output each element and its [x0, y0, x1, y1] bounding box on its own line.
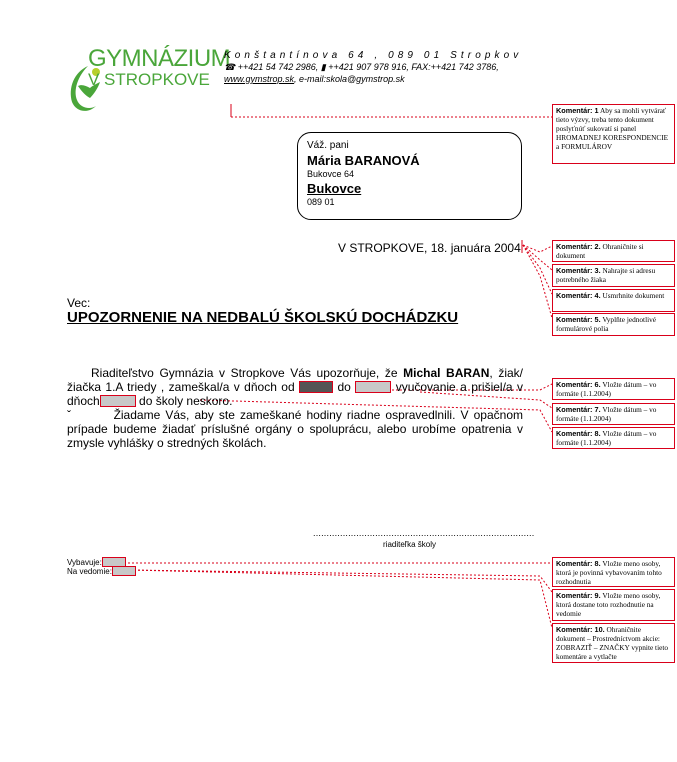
subject-label: Vec: — [67, 296, 91, 310]
comment-box[interactable]: Komentár: 1 Aby sa mohli vytvárať tieto výzvy, treba tento dokument poslyťnúť sukovatí si panel HROMADNEJ KORESPONDENCIE a FORMULÁROV — [552, 104, 675, 164]
recipient-address-box — [297, 132, 522, 220]
comment-box[interactable]: Komentár: 5. Vyplňte jednotlivé formulárové polia — [552, 313, 675, 336]
school-contact — [224, 74, 405, 84]
comment-box[interactable]: Komentár: 8. Vložte meno osoby, ktorá je povinná vybavovaním tohto rozhodnutia — [552, 557, 675, 587]
signature-title: riaditeľka školy — [383, 540, 437, 549]
student-name: Michal BARAN — [403, 366, 490, 380]
body-paragraph-2: ˇ Žiadame Vás, aby ste zameškané hodiny riadne ospravedlnili. V opačnom prípade budeme žiadať príslušné orgány o spoluprácu, alebo urobíme opatrenia v zmysle vyhlášky o stredných školách. — [67, 408, 523, 450]
late-dates-field[interactable] — [100, 395, 136, 407]
recipient-street: Bukovce 64 — [307, 169, 355, 179]
logo-line1: GYMNÁZIUM — [88, 45, 231, 72]
school-phones: ☎ ++421 54 742 2986, ▮ ++421 907 978 916, FAX:++421 742 3786, — [224, 62, 499, 72]
subject-title: UPOZORNENIE NA NEDBALÚ ŠKOLSKÚ DOCHÁDZKU — [67, 309, 459, 326]
comment-box[interactable]: Komentár: 7. Vložte dátum – vo formáte (1.1.2004) — [552, 403, 675, 425]
recipient-zip: 089 01 — [307, 197, 335, 207]
letter-body — [67, 366, 523, 450]
body-paragraph-1: Riaditeľstvo Gymnázia v Stropkove Vás upozorňuje, že Michal BARAN, žiak/žiačka 1.A triedy , zameškal/a v dňoch od do vyučovanie a prišiel/a v dňoch do školy neskoro. — [67, 366, 523, 408]
school-web-link[interactable]: www.gymstrop.sk — [224, 74, 295, 84]
comment-box[interactable]: Komentár: 2. Ohraničnite si dokument — [552, 240, 675, 262]
logo-line2: V STROPKOVE — [88, 70, 210, 89]
recipient-town: Bukovce — [307, 181, 362, 196]
school-logo — [66, 44, 231, 116]
footer-vybavuje: Vybavuje: — [67, 557, 126, 567]
date-to-field[interactable] — [355, 381, 391, 393]
comment-box[interactable]: Komentár: 9. Vložte meno osoby, ktorá dostane toto rozhodnutie na vedomie — [552, 589, 675, 621]
signature-dots: .................................................................................. — [313, 528, 535, 538]
recipient-name: Mária BARANOVÁ — [307, 153, 420, 168]
school-address: Konštantínova 64 , 089 01 Stropkov — [224, 50, 523, 61]
date-from-field[interactable] — [299, 381, 333, 393]
comment-box[interactable]: Komentár: 4. Usmrhnite dokument — [552, 289, 675, 312]
footer-navedomie: Na vedomie: — [67, 566, 136, 576]
comment-box[interactable]: Komentár: 3. Nahrajte si adresu potrebného žiaka — [552, 264, 675, 287]
comment-box[interactable]: Komentár: 6. Vložte dátum – vo formáte (1.1.2004) — [552, 378, 675, 400]
school-email: , e-mail:skola@gymstrop.sk — [294, 74, 405, 84]
comment-box[interactable]: Komentár: 10. Ohraničnite dokument – Prostredníctvom akcie: ZOBRAZIŤ – ZNAČKY vypnite tieto komentáre a vytlačte — [552, 623, 675, 663]
comment-box[interactable]: Komentár: 8. Vložte dátum – vo formáte (1.1.2004) — [552, 427, 675, 449]
recipient-salutation: Váž. pani — [307, 140, 349, 151]
navedomie-field[interactable] — [112, 566, 136, 576]
date-line: V STROPKOVE, 18. januára 2004 — [338, 241, 521, 255]
